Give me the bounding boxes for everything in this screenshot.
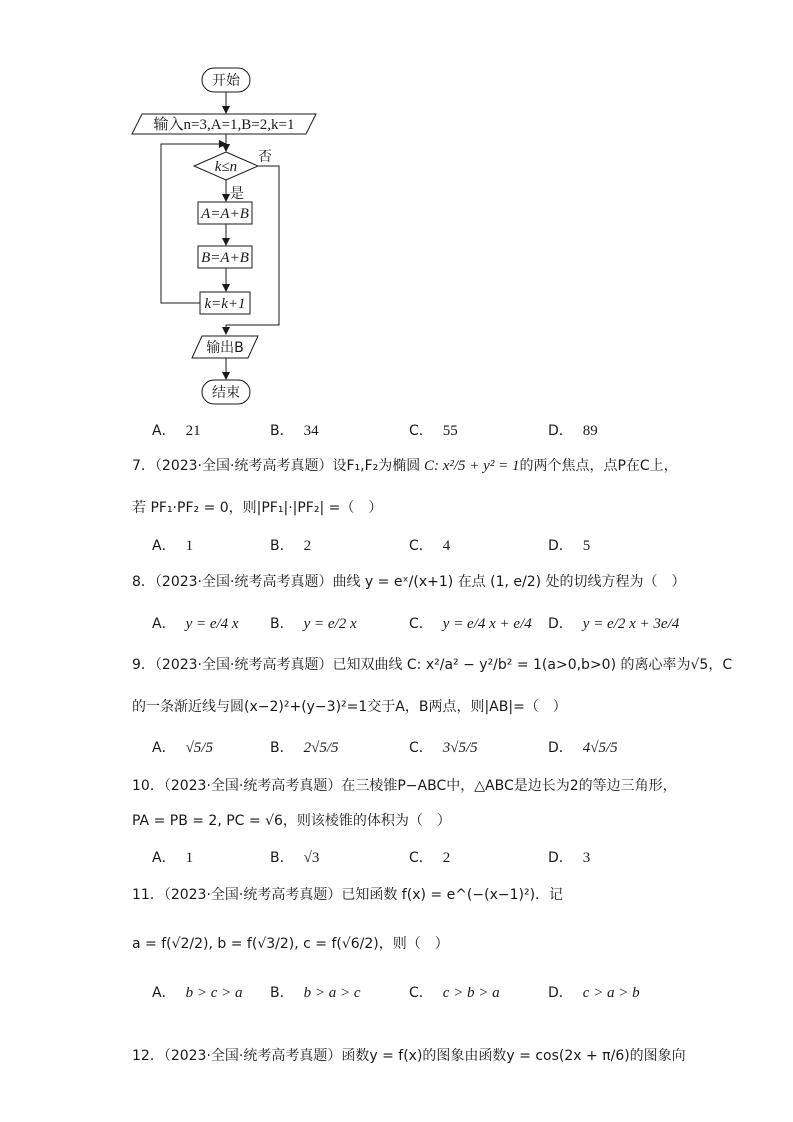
q10-option-d: 3 [582, 850, 591, 866]
q6-option-d: 89 [582, 423, 598, 439]
q10-line2: PA = PB = 2, PC = √6，则该棱锥的体积为（ ） [132, 813, 451, 829]
q11-option-a: b > c > a [185, 985, 243, 1001]
q8-option-d: y = e/2 x + 3e/4 [582, 616, 680, 632]
q11-line2: a = f(√2/2), b = f(√3/2), c = f(√6/2)，则（ ） [132, 936, 449, 952]
q10-option-a: 1 [185, 850, 194, 866]
condition-label: k≤n [214, 159, 238, 175]
yes-label: 是 [230, 186, 244, 202]
q10-option-c: 2 [442, 850, 451, 866]
q9-option-b: 2√5/5 [303, 740, 339, 756]
q6-option-a: 21 [185, 423, 201, 439]
q7-option-c: 4 [442, 538, 451, 554]
q9-option-a: √5/5 [185, 740, 213, 756]
start-label: 开始 [212, 73, 240, 89]
q8-stem: 8．（2023·全国·统考高考真题）曲线 y = eˣ/(x+1) 在点 (1, e/2) 处的切线方程为（ ） [132, 574, 686, 590]
q7-option-b: 2 [303, 538, 312, 554]
q9-line2: 的一条渐近线与圆(x−2)²+(y−3)²=1交于A，B两点，则|AB|=（ ） [132, 699, 567, 715]
q7-line2: 若 PF₁·PF₂ = 0，则|PF₁|·|PF₂| =（ ） [132, 500, 383, 516]
q6-option-b: 34 [303, 423, 319, 439]
q7-option-d: 5 [582, 538, 591, 554]
q11-option-d: c > a > b [582, 985, 640, 1001]
q6-option-c: 55 [442, 423, 458, 439]
q8-option-b: y = e/2 x [303, 616, 357, 632]
q9-stem: 9．（2023·全国·统考高考真题）已知双曲线 C: x²/a² − y²/b² = 1(a>0,b>0) 的离心率为√5，C [132, 657, 733, 673]
q11-stem: 11．（2023·全国·统考高考真题）已知函数 f(x) = e^(−(x−1)²)．记 [132, 887, 564, 903]
q10-stem: 10．（2023·全国·统考高考真题）在三棱锥P−ABC中，△ABC是边长为2的等边三角形， [132, 778, 677, 794]
q9-option-c: 3√5/5 [442, 740, 478, 756]
output-label: 输出B [206, 340, 244, 356]
end-label: 结束 [212, 385, 240, 401]
exam-page: 开始 输入n=3,A=1,B=2,k=1 k≤n 否 是 A=A+B B=A+B k=k+1 输出B 结束 A． 21 B． 34 C． 55 D． 89 7．（2023·全国·统考高考真题）设F₁,F₂为椭圆 C: x²/5 + y² = 1的两个焦点，点P在C上， 若 PF₁·PF₂ = 0，则|PF₁|·|PF₂| =（ ） A． 1 B． 2 C． 4 D． 5 8．（2023·全国·统考高考真题）曲线 y = eˣ/(x+1) 在点 (1, e/2) 处的切线方程为（ ） A． y = e/4 x B． y = e/2 x C． y = e/4 x + e/4 D． y = e/2 x + 3e/4 9．（2023·全国·统考高考真题）已知双曲线 C: x²/a² − y²/b² = 1(a>0,b>0) 的离心率为√5，C 的一条渐近线与圆(x−2)²+(y−3)²=1交于A，B两点，则|AB|=（ ） A． √5/5 B． 2√5/5 C． 3√5/5 D． 4√5/5 10．（2023·全国·统考高考真题）在三棱锥P−ABC中，△ABC是边长为2的等边三角形， PA = PB = 2, PC = √6，则该棱锥的体积为（ ） A． 1 B． √3 C． 2 D． 3 11．（2023·全国·统考高考真题）已知函数 f(x) = e^(−(x−1)²)．记 a = f(√2/2), b = f(√3/2), c = f(√6/2)，则（ ） A． b > c > a B． b > a > c C． c > b > a D． c > a > b 12．（2023·全国·统考高考真题）函数y = f(x)的图象由函数y = cos(2x + π/6)的图象向 [0, 0, 793, 1122]
q8-option-a: y = e/4 x [185, 616, 239, 632]
input-label: 输入n=3,A=1,B=2,k=1 [153, 117, 295, 133]
no-label: 否 [258, 149, 272, 165]
step-k-label: k=k+1 [204, 296, 246, 312]
q7-option-a: 1 [185, 538, 194, 554]
q10-option-b: √3 [303, 850, 320, 866]
q9-option-d: 4√5/5 [582, 740, 618, 756]
q7-stem: 7．（2023·全国·统考高考真题）设F₁,F₂为椭圆 C: x²/5 + y² = 1的两个焦点，点P在C上， [132, 458, 678, 474]
q11-option-c: c > b > a [442, 985, 500, 1001]
q12-stem: 12．（2023·全国·统考高考真题）函数y = f(x)的图象由函数y = cos(2x + π/6)的图象向 [132, 1048, 686, 1064]
flowchart [120, 60, 350, 410]
step-b-label: B=A+B [201, 250, 249, 266]
step-a-label: A=A+B [201, 206, 249, 222]
q11-option-b: b > a > c [303, 985, 361, 1001]
q8-option-c: y = e/4 x + e/4 [442, 616, 532, 632]
